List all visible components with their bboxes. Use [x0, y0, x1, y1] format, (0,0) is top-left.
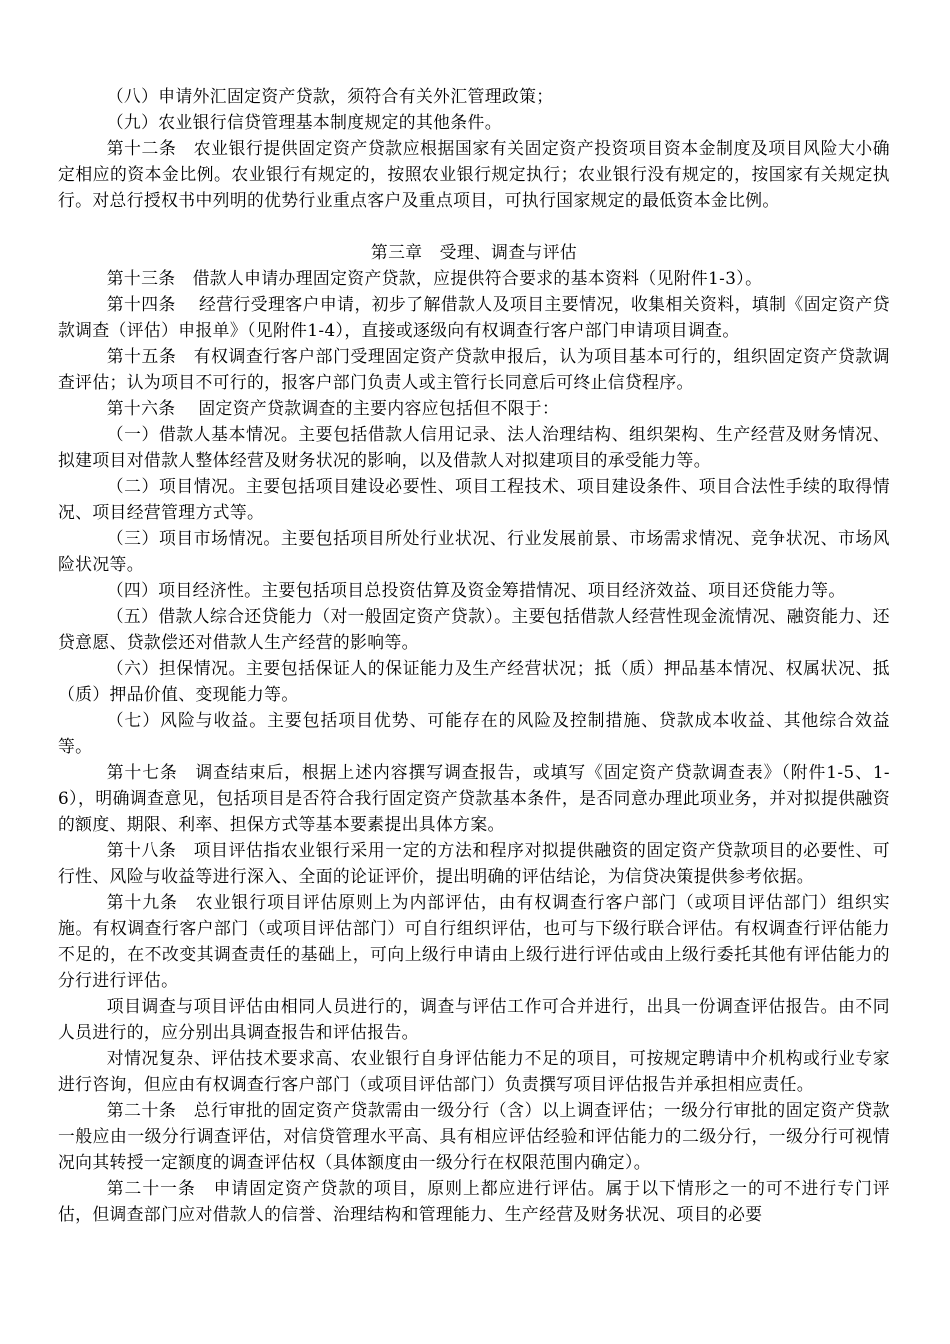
paragraph: （五）借款人综合还贷能力（对一般固定资产贷款）。主要包括借款人经营性现金流情况、融资能力、还贷意愿、贷款偿还对借款人生产经营的影响等。 — [58, 606, 890, 652]
paragraph: 项目调查与项目评估由相同人员进行的，调查与评估工作可合并进行，出具一份调查评估报告。由不同人员进行的，应分别出具调查报告和评估报告。 — [58, 996, 890, 1042]
paragraph: 第十二条 农业银行提供固定资产贷款应根据国家有关固定资产投资项目资本金制度及项目风险大小确定相应的资本金比例。农业银行有规定的，按照农业银行规定执行；农业银行没有规定的，按国家有关规定执行。对总行授权书中列明的优势行业重点客户及重点项目，可执行国家规定的最低资本金比例。 — [58, 138, 890, 210]
paragraph: 第十四条 经营行受理客户申请，初步了解借款人及项目主要情况，收集相关资料，填制《固定资产贷款调查（评估）申报单》（见附件1-4），直接或逐级向有权调查行客户部门申请项目调查。 — [58, 294, 890, 340]
paragraph: （二）项目情况。主要包括项目建设必要性、项目工程技术、项目建设条件、项目合法性手续的取得情况、项目经营管理方式等。 — [58, 476, 890, 522]
paragraph: （六）担保情况。主要包括保证人的保证能力及生产经营状况；抵（质）押品基本情况、权属状况、抵（质）押品价值、变现能力等。 — [58, 658, 890, 704]
paragraph: 第十七条 调查结束后，根据上述内容撰写调查报告，或填写《固定资产贷款调查表》（附件1-5、1-6），明确调查意见，包括项目是否符合我行固定资产贷款基本条件，是否同意办理此项业务，并对拟提供融资的额度、期限、利率、担保方式等基本要素提出具体方案。 — [58, 762, 890, 834]
paragraph: （三）项目市场情况。主要包括项目所处行业状况、行业发展前景、市场需求情况、竞争状况、市场风险状况等。 — [58, 528, 890, 574]
paragraph: （一）借款人基本情况。主要包括借款人信用记录、法人治理结构、组织架构、生产经营及财务情况、拟建项目对借款人整体经营及财务状况的影响，以及借款人对拟建项目的承受能力等。 — [58, 424, 890, 470]
paragraph: 第十九条 农业银行项目评估原则上为内部评估，由有权调查行客户部门（或项目评估部门）组织实施。有权调查行客户部门（或项目评估部门）可自行组织评估，也可与下级行联合评估。有权调查行评估能力不足的，在不改变其调查责任的基础上，可向上级行申请由上级行进行评估或由上级行委托其他有评估能力的分行进行评估。 — [58, 892, 890, 990]
paragraph: （七）风险与收益。主要包括项目优势、可能存在的风险及控制措施、贷款成本收益、其他综合效益等。 — [58, 710, 890, 756]
paragraph: 第二十一条 申请固定资产贷款的项目，原则上都应进行评估。属于以下情形之一的可不进行专门评估，但调查部门应对借款人的信誉、治理结构和管理能力、生产经营及财务状况、项目的必要 — [58, 1178, 890, 1224]
paragraph: （九）农业银行信贷管理基本制度规定的其他条件。 — [106, 112, 502, 132]
paragraph: 第二十条 总行审批的固定资产贷款需由一级分行（含）以上调查评估；一级分行审批的固定资产贷款一般应由一级分行调查评估，对信贷管理水平高、具有相应评估经验和评估能力的二级分行，一级分行可视情况向其转授一定额度的调查评估权（具体额度由一级分行在权限范围内确定）。 — [58, 1100, 890, 1172]
paragraph: 对情况复杂、评估技术要求高、农业银行自身评估能力不足的项目，可按规定聘请中介机构或行业专家进行咨询，但应由有权调查行客户部门（或项目评估部门）负责撰写项目评估报告并承担相应责任。 — [58, 1048, 890, 1094]
paragraph: 第十三条 借款人申请办理固定资产贷款，应提供符合要求的基本资料（见附件1-3）。 — [106, 268, 763, 288]
paragraph: 第十五条 有权调查行客户部门受理固定资产贷款申报后，认为项目基本可行的，组织固定资产贷款调查评估；认为项目不可行的，报客户部门负责人或主管行长同意后可终止信贷程序。 — [58, 346, 890, 392]
paragraph: 第十六条 固定资产贷款调查的主要内容应包括但不限于： — [106, 398, 560, 418]
chapter-title: 第三章 受理、调查与评估 — [370, 242, 578, 262]
paragraph: （八）申请外汇固定资产贷款，须符合有关外汇管理政策； — [106, 86, 554, 106]
paragraph: 第十八条 项目评估指农业银行采用一定的方法和程序对拟提供融资的固定资产贷款项目的必要性、可行性、风险与收益等进行深入、全面的论证评价，提出明确的评估结论，为信贷决策提供参考依据。 — [58, 840, 890, 886]
document-body — [58, 83, 890, 1227]
paragraph: （四）项目经济性。主要包括项目总投资估算及资金筹措情况、项目经济效益、项目还贷能力等。 — [106, 580, 846, 600]
blank-line — [58, 213, 890, 239]
